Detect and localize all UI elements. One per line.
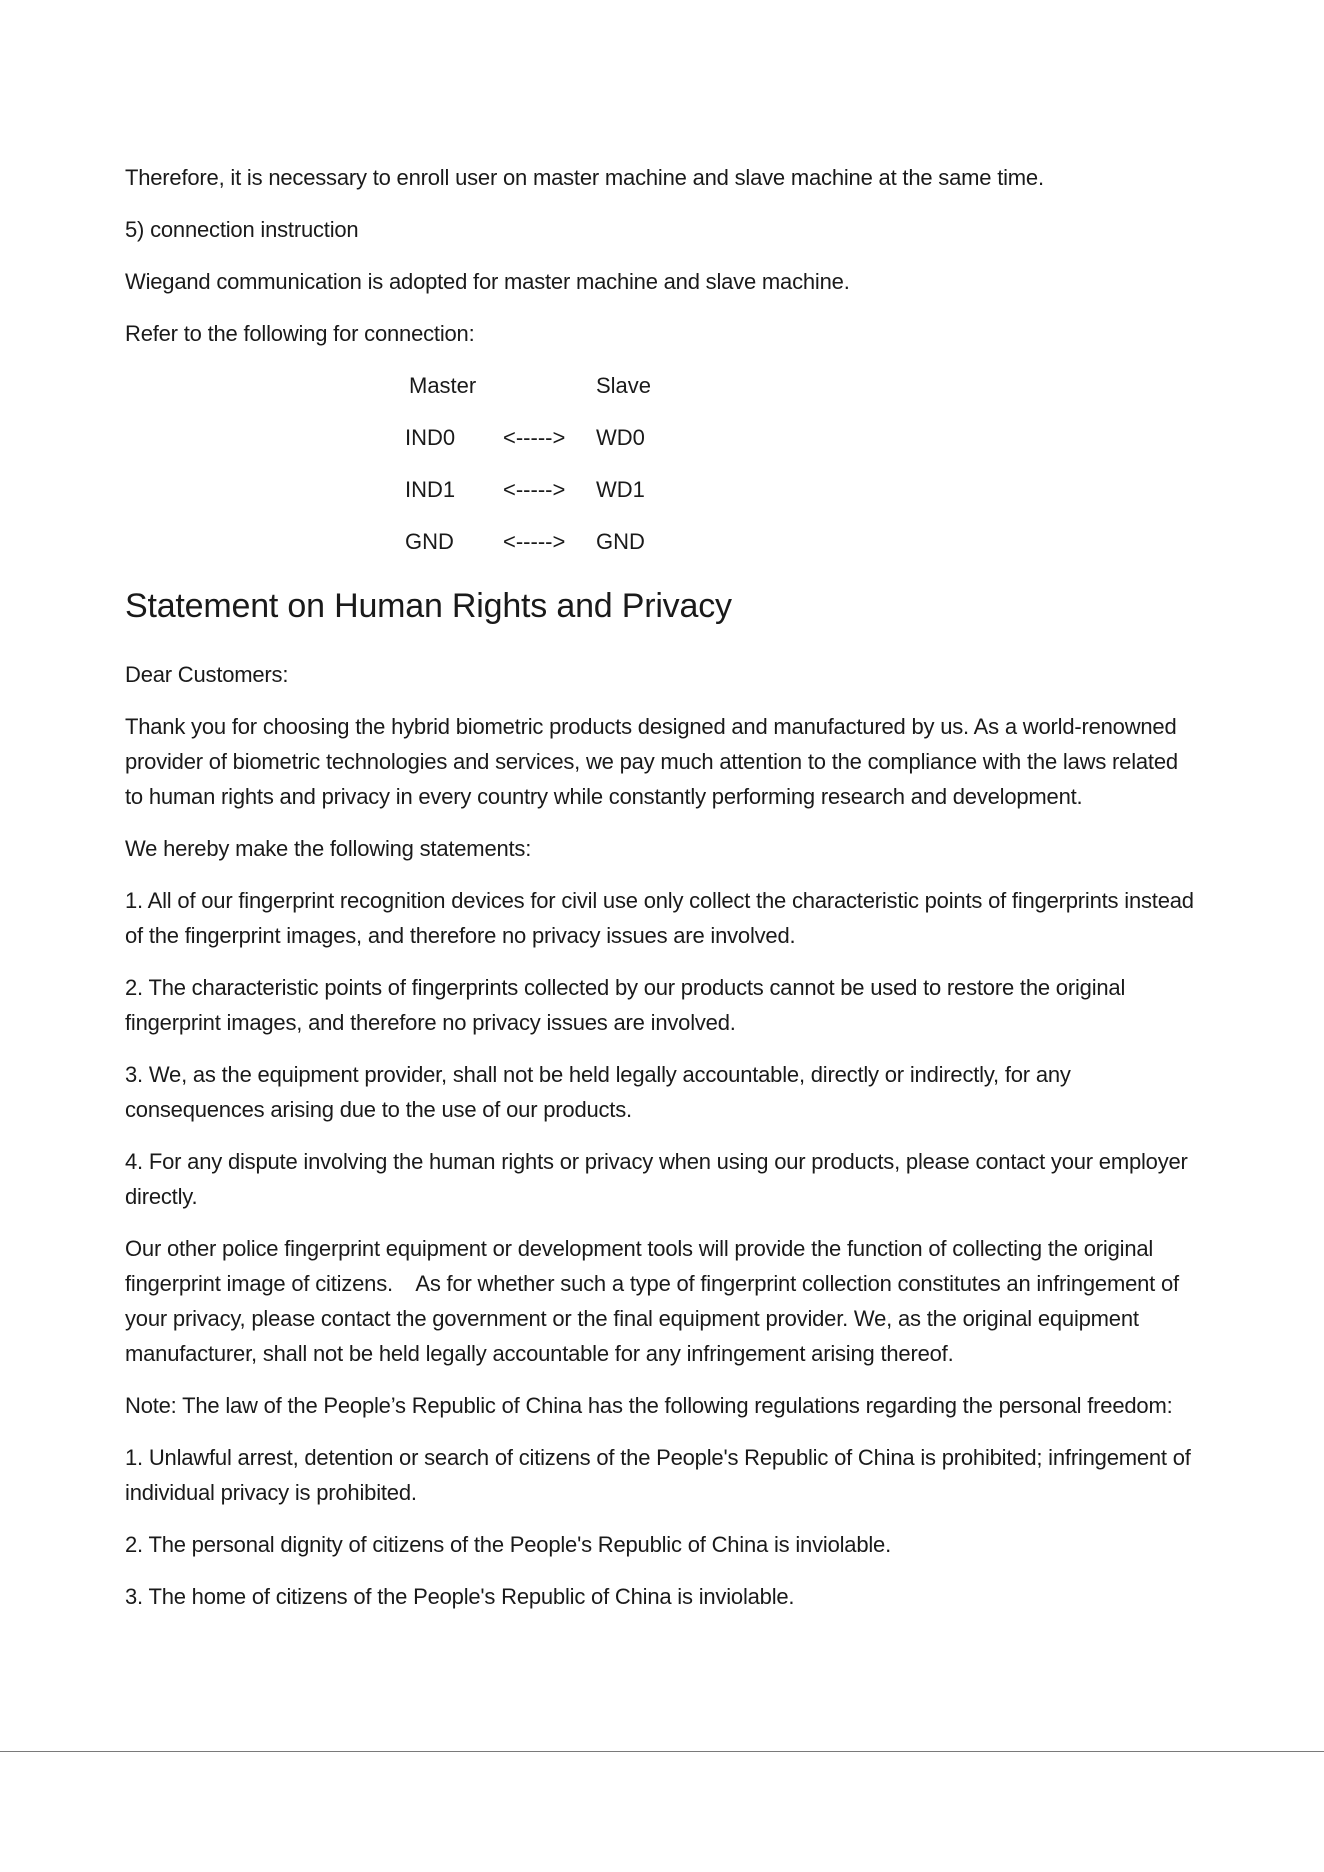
note-paragraph: Note: The law of the People’s Republic of China has the following regulations regarding the personal freedom: [125, 1393, 1173, 1418]
body-paragraph: Thank you for choosing the hybrid biometric products designed and manufactured by us. As a world-renowned provider of biometric technologies and services, we pay much attention to the compliance with the laws related to human rights and privacy in every country while constantly performing research and development. [125, 714, 1178, 809]
master-pin: IND1 [405, 477, 456, 502]
connection-arrow: <-----> [503, 477, 566, 502]
intro-paragraph: Refer to the following for connection: [125, 321, 475, 346]
intro-paragraph: Therefore, it is necessary to enroll user on master machine and slave machine at the same time. [125, 165, 1044, 190]
arrow-header [503, 368, 596, 420]
connection-table-header [405, 368, 651, 420]
connection-row [405, 420, 651, 472]
intro-section [125, 160, 1200, 351]
slave-header: Slave [596, 373, 652, 398]
body-paragraph: Our other police fingerprint equipment or development tools will provide the function of collecting the original fingerprint image of citizens. As for whether such a type of fingerprint collection constitutes an infringement of your privacy, please contact the government or the final equipment provider. We, as the original equipment manufacturer, shall not be held legally accountable for any infringement arising thereof. [125, 1236, 1185, 1366]
law-item: 3. The home of citizens of the People's Republic of China is inviolable. [125, 1584, 795, 1609]
statement-item: 2. The characteristic points of fingerprints collected by our products cannot be used to restore the original fingerprint images, and therefore no privacy issues are involved. [125, 975, 1126, 1035]
connection-arrow: <-----> [503, 529, 566, 554]
body-paragraph: We hereby make the following statements: [125, 836, 532, 861]
document-page [125, 160, 1200, 1631]
salutation: Dear Customers: [125, 662, 289, 687]
connection-table [405, 368, 651, 576]
connection-arrow: <-----> [503, 425, 566, 450]
section-heading: Statement on Human Rights and Privacy [125, 587, 732, 625]
master-pin: IND0 [405, 425, 456, 450]
footer-divider [0, 1751, 1324, 1752]
statement-item: 4. For any dispute involving the human rights or privacy when using our products, please contact your employer directly. [125, 1149, 1188, 1209]
statement-item: 3. We, as the equipment provider, shall not be held legally accountable, directly or indirectly, for any consequences arising due to the use of our products. [125, 1062, 1071, 1122]
connection-row [405, 472, 651, 524]
statement-body [125, 657, 1200, 1614]
law-item: 1. Unlawful arrest, detention or search of citizens of the People's Republic of China is prohibited; infringement of individual privacy is prohibited. [125, 1445, 1191, 1505]
master-header: Master [409, 373, 477, 398]
slave-pin: WD1 [596, 477, 645, 502]
statement-item: 1. All of our fingerprint recognition devices for civil use only collect the characteristic points of fingerprints instead of the fingerprint images, and therefore no privacy issues are involved. [125, 888, 1194, 948]
master-pin: GND [405, 529, 454, 554]
law-item: 2. The personal dignity of citizens of the People's Republic of China is inviolable. [125, 1532, 892, 1557]
connection-row [405, 524, 651, 576]
slave-pin: WD0 [596, 425, 645, 450]
intro-paragraph: Wiegand communication is adopted for master machine and slave machine. [125, 269, 850, 294]
section-label: 5) connection instruction [125, 217, 359, 242]
slave-pin: GND [596, 529, 645, 554]
